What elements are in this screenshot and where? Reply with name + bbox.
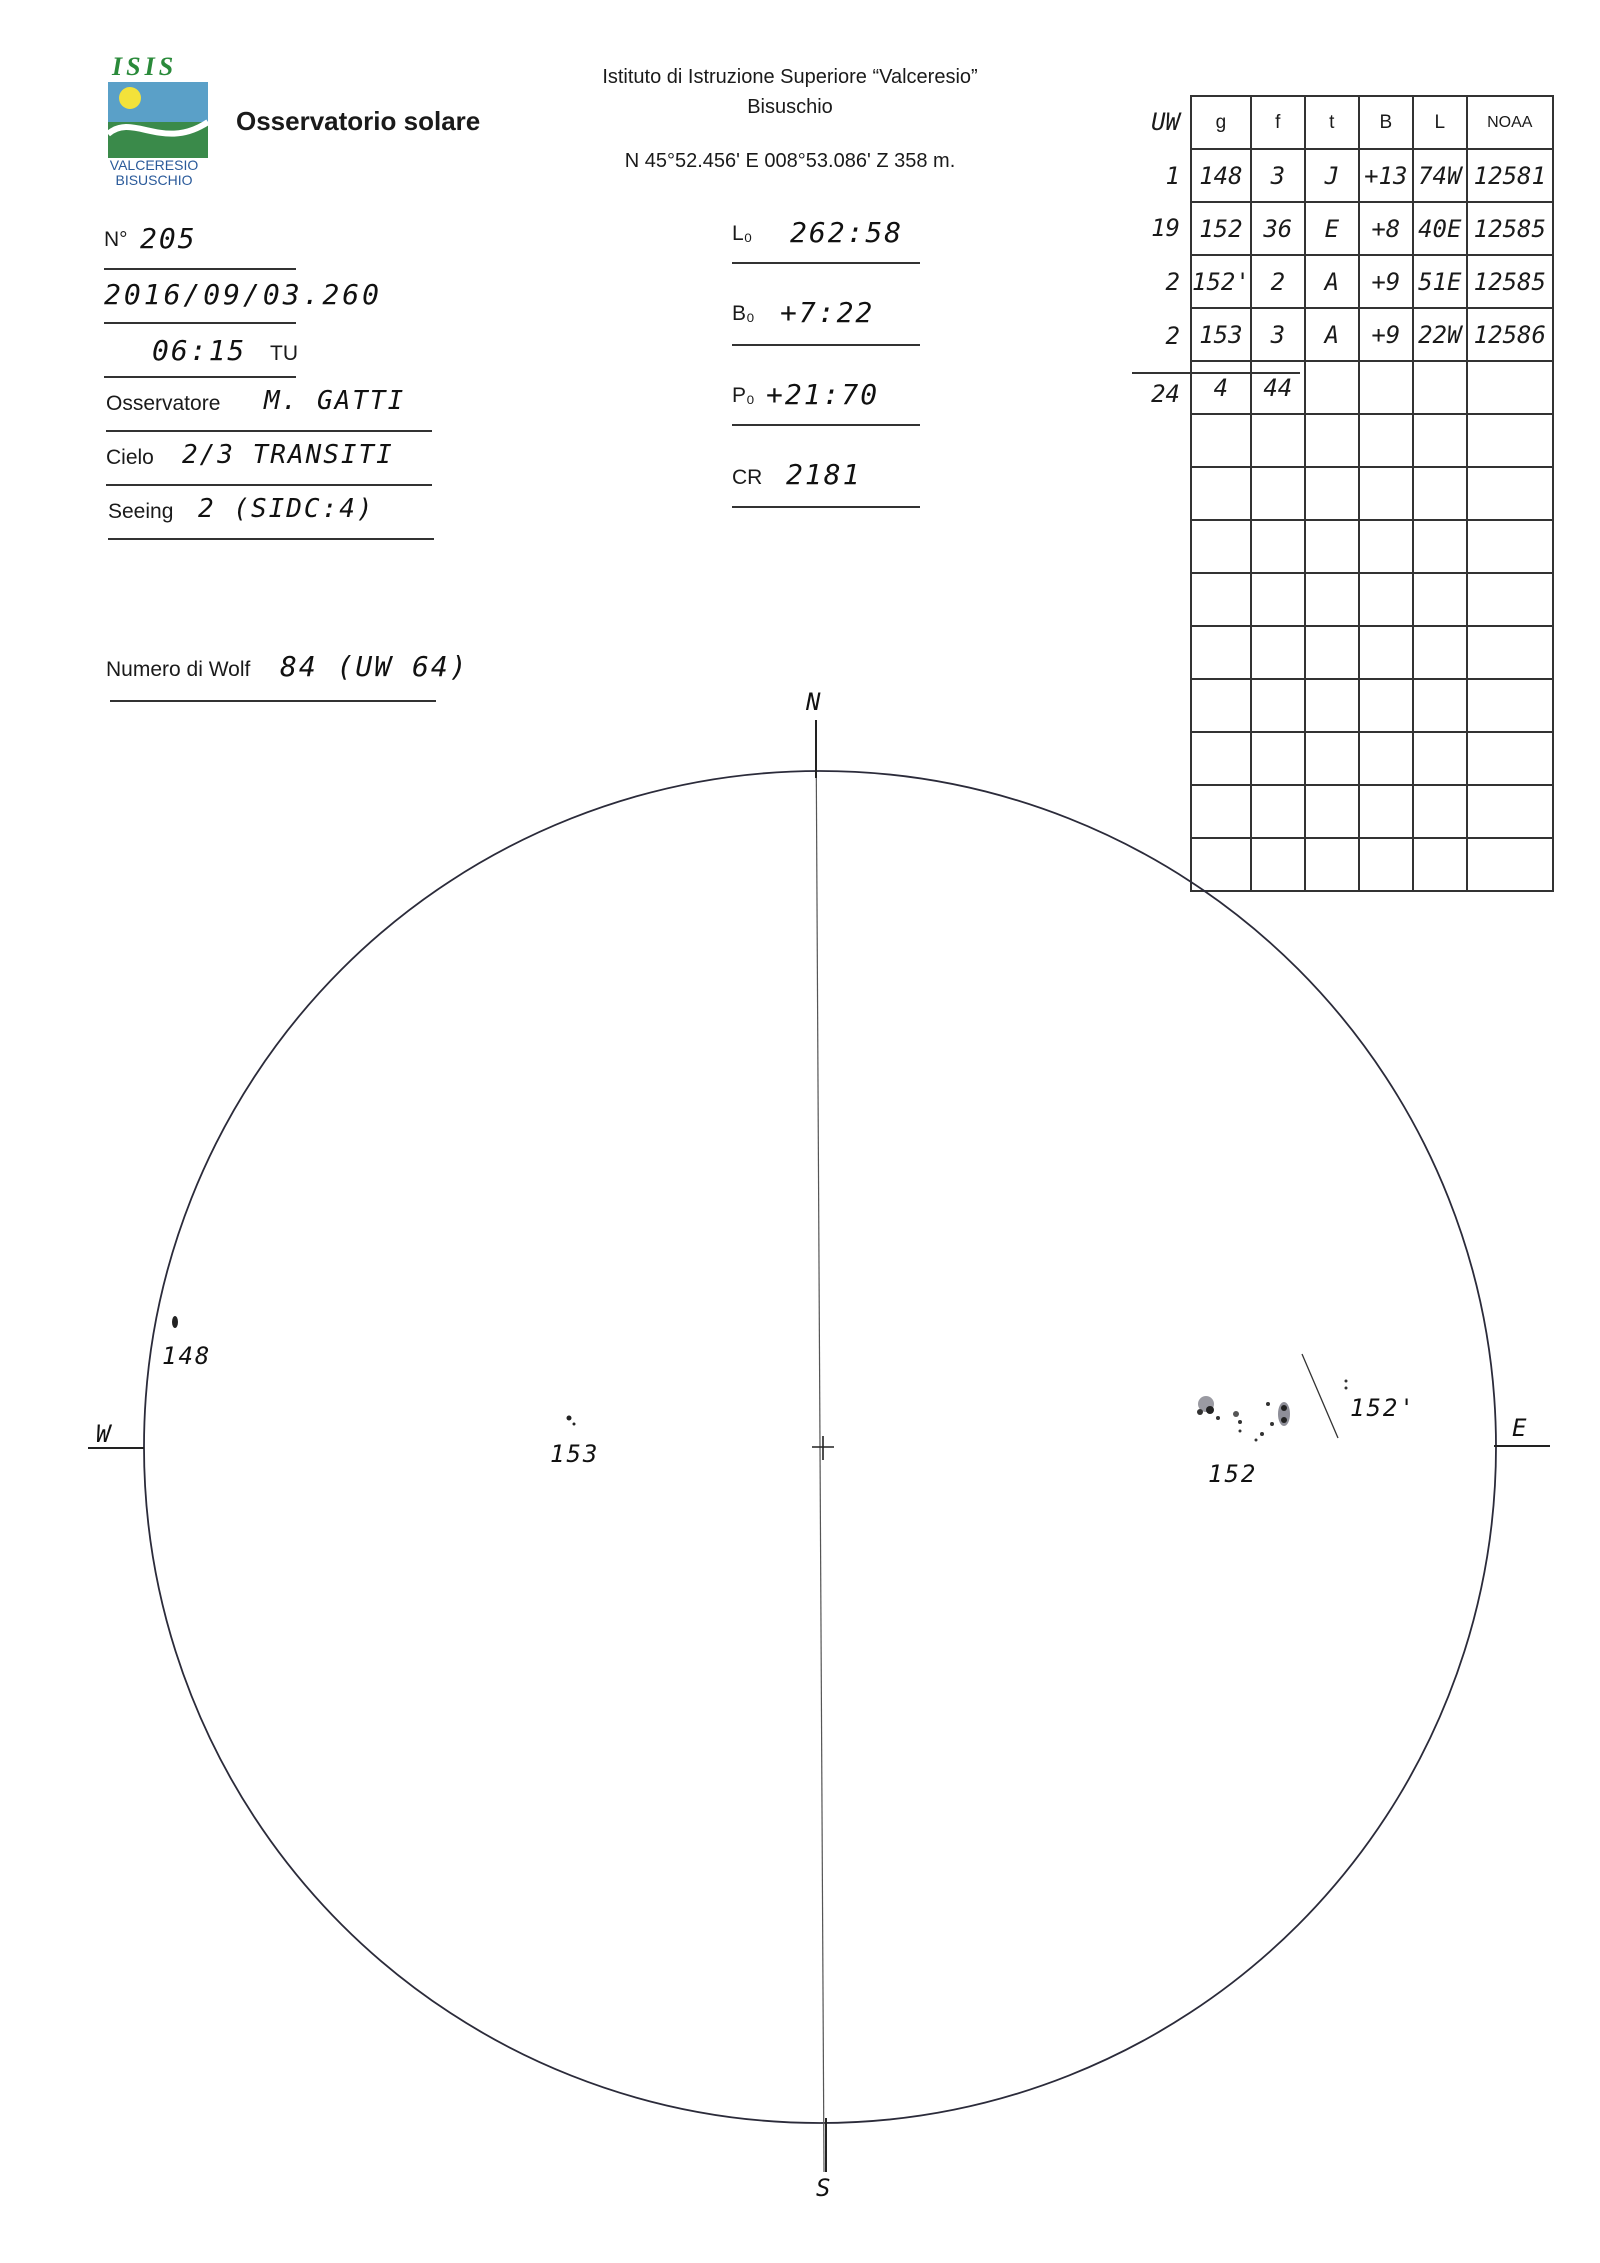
sunspot-152-prime <box>1345 1387 1348 1390</box>
south-label: S <box>816 2174 833 2202</box>
cell-t: E <box>1305 202 1359 255</box>
b0-value: +7:22 <box>780 296 875 329</box>
cell-b: +8 <box>1359 202 1413 255</box>
sunspot-152 <box>1238 1420 1242 1424</box>
carrington-rotation: 2181 <box>786 458 862 491</box>
east-label: E <box>1512 1414 1529 1442</box>
observer-label: Osservatore <box>106 392 221 415</box>
group-label-152-prime: 152' <box>1350 1394 1416 1422</box>
cell-t: J <box>1305 149 1359 202</box>
sunspot-148 <box>172 1316 178 1328</box>
observatory-coords: N 45°52.456' E 008°53.086' Z 358 m. <box>624 150 956 172</box>
header-b: B <box>1359 96 1413 149</box>
sunspot-153 <box>567 1416 572 1421</box>
isis-logo-text: ISIS <box>112 52 178 81</box>
observation-time: 06:15 <box>152 334 247 367</box>
total-g: 4 <box>1191 361 1251 414</box>
cell-f: 36 <box>1251 202 1305 255</box>
seeing-label: Seeing <box>108 500 174 523</box>
sunspot-152 <box>1197 1409 1203 1415</box>
uw-row-1: 1 <box>1165 162 1180 190</box>
cell-b: +9 <box>1359 308 1413 361</box>
cell-noaa: 12581 <box>1467 149 1553 202</box>
group-separator <box>1302 1354 1338 1438</box>
sunspot-group-152 <box>1197 1396 1290 1442</box>
group-label-148: 148 <box>162 1342 212 1370</box>
time-unit: TU <box>270 342 298 365</box>
cr-label: CR <box>732 466 763 489</box>
sunspot-152 <box>1255 1439 1258 1442</box>
sky-value: 2/3 TRANSITI <box>182 440 394 470</box>
l0-value: 262:58 <box>790 216 904 249</box>
header-f: f <box>1251 96 1305 149</box>
institute-town: Bisuschio <box>747 96 833 118</box>
sunspot-152-prime <box>1345 1380 1348 1383</box>
cell-g: 152 <box>1191 202 1251 255</box>
sunspot-152 <box>1270 1422 1274 1426</box>
sunspot-152 <box>1281 1417 1287 1423</box>
seeing-value: 2 (SIDC:4) <box>198 494 375 524</box>
logo-place-1: VALCERESIO <box>109 157 199 173</box>
cell-t: A <box>1305 308 1359 361</box>
observer-name: M. GATTI <box>264 386 406 416</box>
cell-g: 152' <box>1191 255 1251 308</box>
sunspot-152 <box>1216 1416 1220 1420</box>
group-label-152: 152 <box>1208 1460 1258 1488</box>
wolf-label: Numero di Wolf <box>106 658 251 681</box>
cell-t: A <box>1305 255 1359 308</box>
uw-total: 24 <box>1151 380 1180 408</box>
cell-b: +9 <box>1359 255 1413 308</box>
header-noaa: NOAA <box>1467 96 1553 149</box>
cell-f: 3 <box>1251 308 1305 361</box>
sunspot-152 <box>1260 1432 1264 1436</box>
sunspot-152 <box>1281 1405 1287 1411</box>
sunspot-152 <box>1206 1406 1214 1414</box>
header-t: t <box>1305 96 1359 149</box>
uw-row-3: 2 <box>1165 268 1180 296</box>
cell-g: 148 <box>1191 149 1251 202</box>
cell-l: 74W <box>1413 149 1467 202</box>
north-label: N <box>806 688 823 716</box>
uw-row-4: 2 <box>1165 322 1180 350</box>
sunspot-153 <box>573 1423 576 1426</box>
uw-header: UW <box>1151 108 1180 136</box>
group-label-153: 153 <box>550 1440 600 1468</box>
cell-l: 22W <box>1413 308 1467 361</box>
cell-noaa: 12585 <box>1467 255 1553 308</box>
p0-label: P₀ <box>732 384 755 407</box>
b0-label: B₀ <box>732 302 755 325</box>
header-l: L <box>1413 96 1467 149</box>
sunspot-152 <box>1233 1411 1239 1417</box>
sunspot-152 <box>1239 1430 1242 1433</box>
institute-name: Istituto di Istruzione Superiore “Valceresio” <box>602 66 978 88</box>
page-title: Osservatorio solare <box>236 106 481 136</box>
total-f: 44 <box>1251 361 1305 414</box>
p0-value: +21:70 <box>766 378 880 411</box>
sky-label: Cielo <box>106 446 154 469</box>
sheet-number: 205 <box>140 222 197 255</box>
wolf-number: 84 (UW 64) <box>280 650 469 683</box>
header-g: g <box>1191 96 1251 149</box>
cell-b: +13 <box>1359 149 1413 202</box>
uw-row-2: 19 <box>1151 214 1180 242</box>
cell-l: 40E <box>1413 202 1467 255</box>
logo-place-2: BISUSCHIO <box>115 172 193 188</box>
number-label: N° <box>104 228 128 251</box>
cell-noaa: 12585 <box>1467 202 1553 255</box>
cell-g: 153 <box>1191 308 1251 361</box>
cell-f: 2 <box>1251 255 1305 308</box>
cell-l: 51E <box>1413 255 1467 308</box>
west-label: W <box>96 1420 113 1448</box>
cell-f: 3 <box>1251 149 1305 202</box>
sunspot-152 <box>1266 1402 1270 1406</box>
observation-date: 2016/09/03.260 <box>104 278 383 311</box>
cell-noaa: 12586 <box>1467 308 1553 361</box>
l0-label: L₀ <box>732 222 753 245</box>
